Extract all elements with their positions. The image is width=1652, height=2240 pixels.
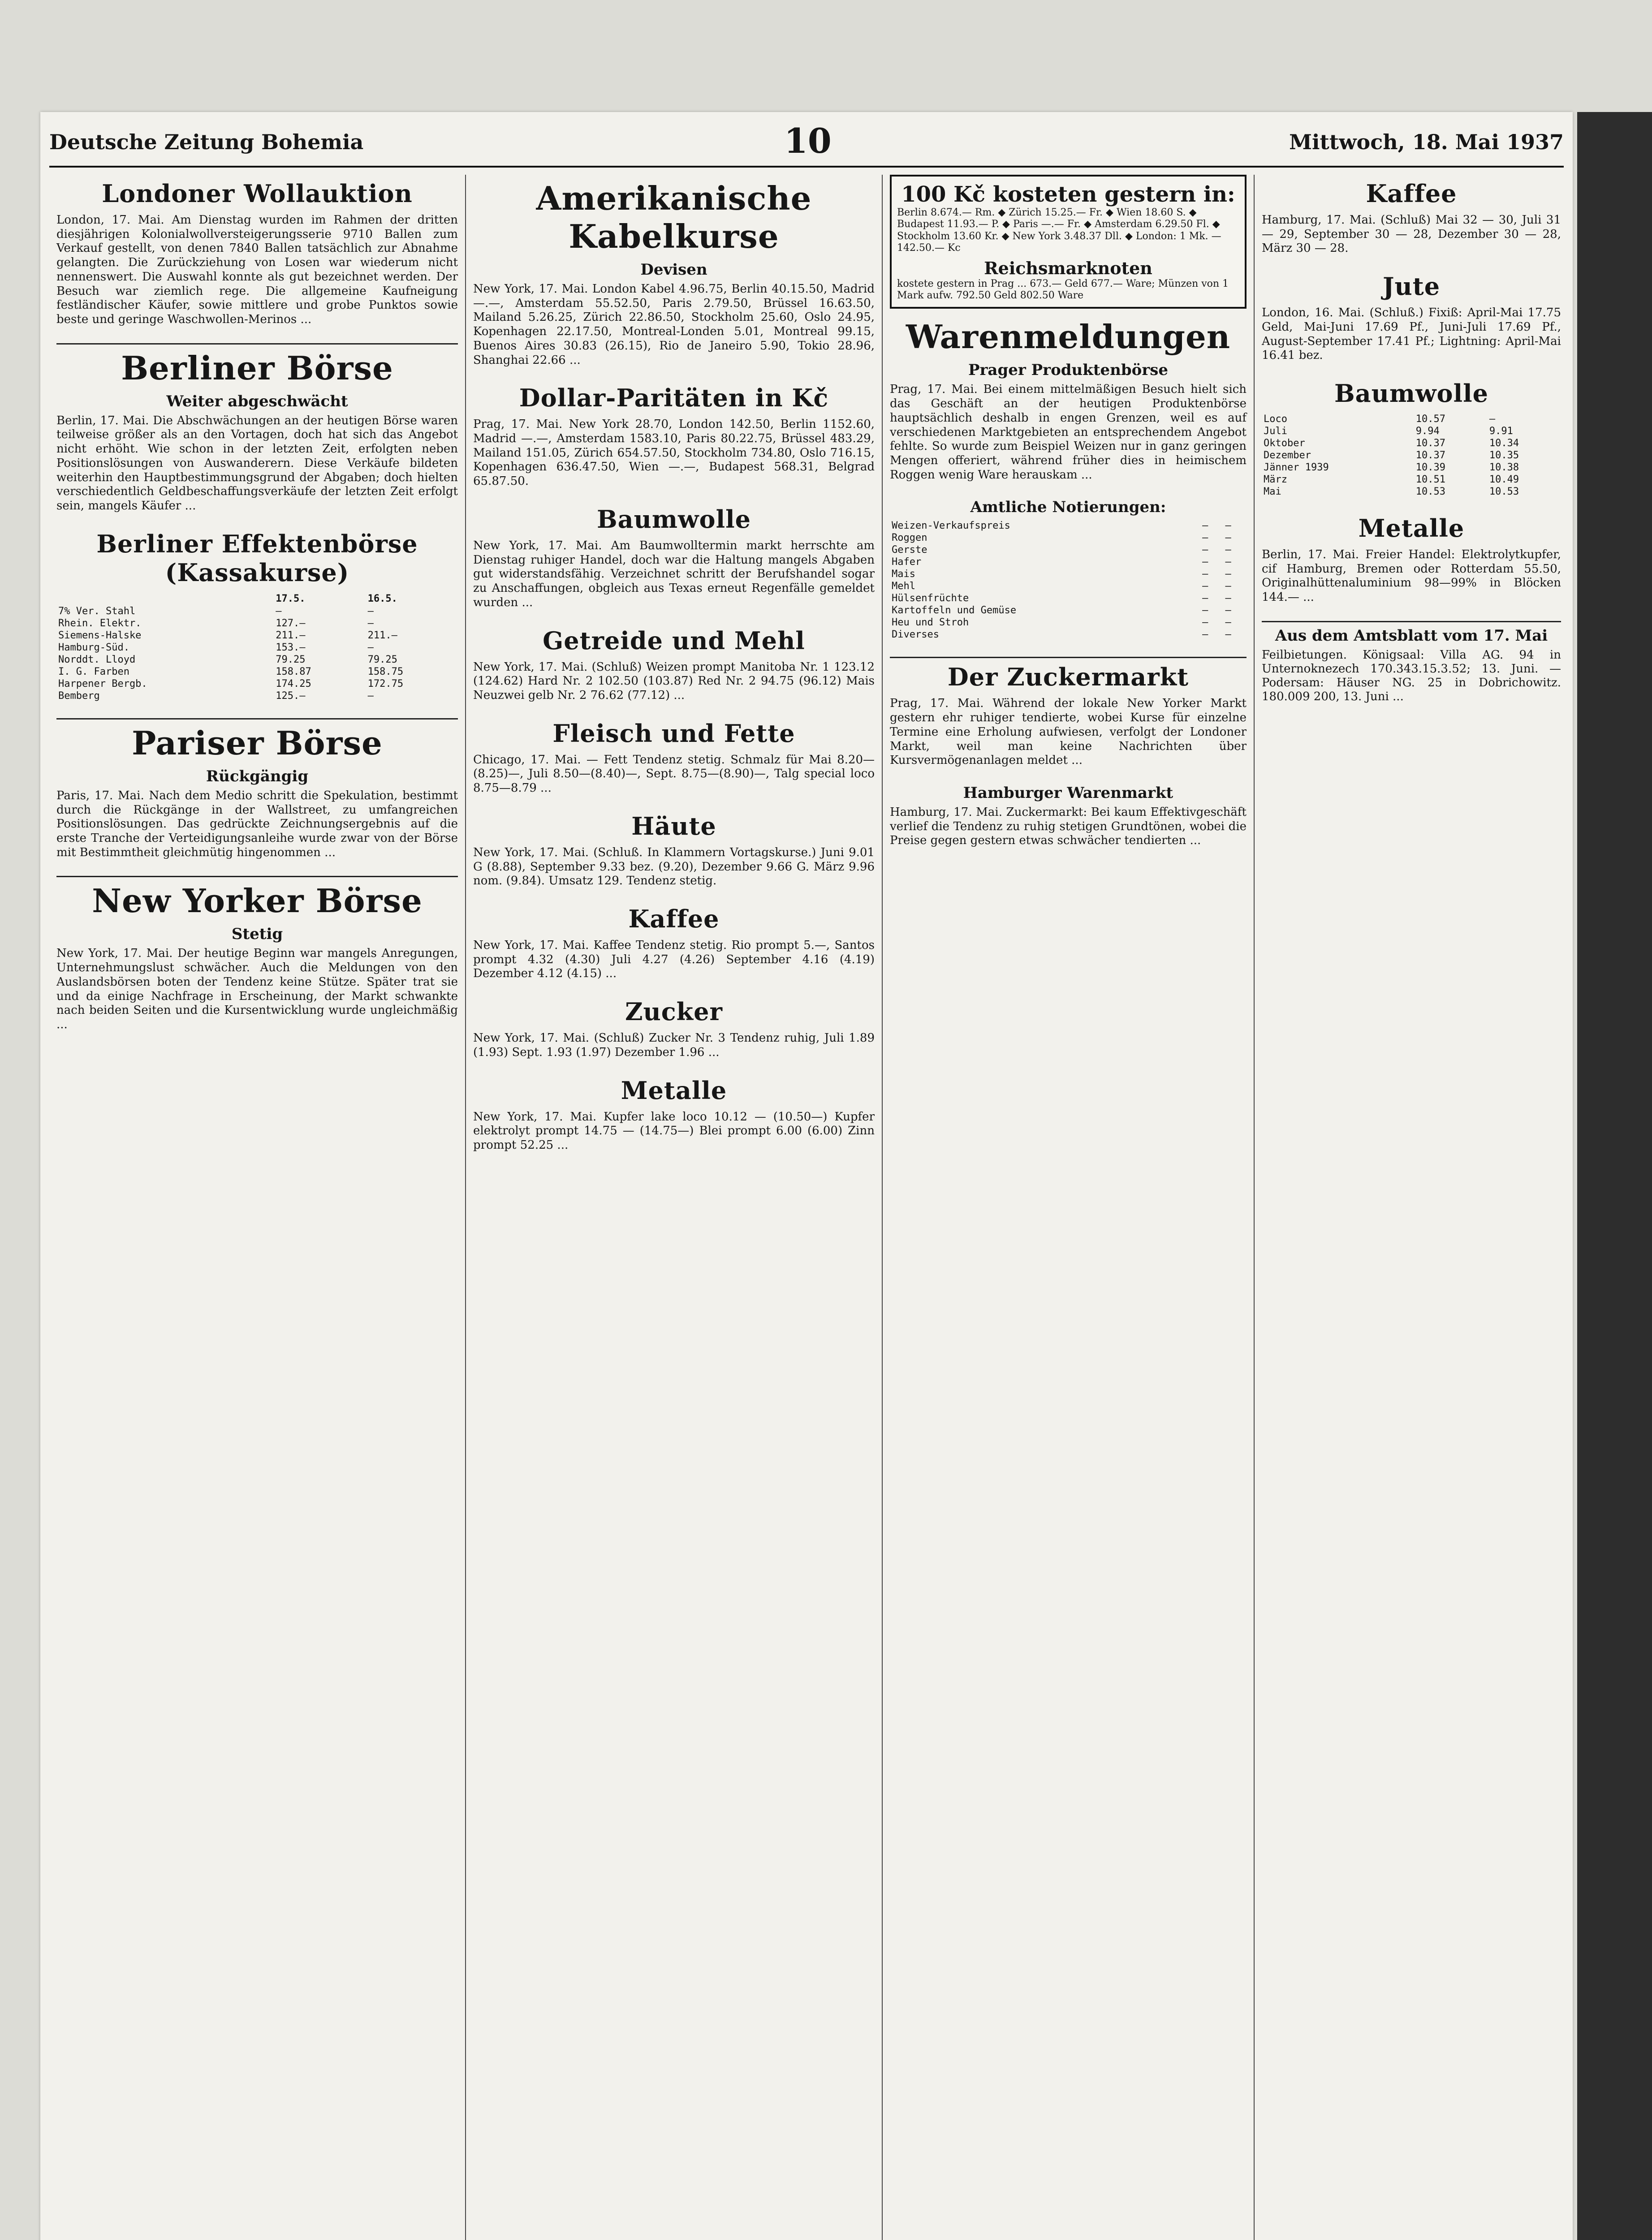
article-text: Hamburg, 17. Mai. (Schluß) Mai 32 — 30, Juli 31 — 29, September 30 — 28, Dezember 30 — 28, März 30 — 28. [1262,213,1565,255]
section-title: Berliner Börse [121,349,393,387]
article-text: London, 16. Mai. (Schluß.) Fixiß: April-Mai 17.75 Geld, Mai-Juni 17.69 Pf., Juni-Juli 17.69 Pf., August-September 17.41 Pf.; Lightning: April-Mai 16.41 bez. [1262,306,1565,362]
section-title: Hamburger Warenmarkt [963,784,1173,802]
article-text: Feilbietungen. Königsaal: Villa AG. 94 in Unternoknezech 170.343.15.3.52; 13. Juni. — Podersam: Häuser NG. 25 in Dobrichowitz. 180.009 200, 13. Juni ... [1262,648,1565,704]
berliner-boerse-section [56,349,462,513]
box-line: Berlin 8.674.— Rm. ◆ Zürich 15.25.— Fr. ◆ Wien 18.60 S. ◆ Budapest 11.93.— P. ◆ Paris —.— Fr. ◆ Amsterdam 6.29.50 Fl. ◆ Stockholm 13.60 Kr. ◆ New York 3.48.37 Dll. ◆ London: 1 Mk. — 142.50.— Kc [897,207,1221,254]
metalle-section [473,1076,879,1153]
article-text: Prag, 17. Mai. Während der lokale New Yorker Markt gestern ehr ruhiger tendierte, wobei Kurse für einzelne Termine eine Erholung aufwiesen, verfolgt der Londoner Markt, weil man keine Nachrichten über Kursvermögenanlagen meldet ... [890,697,1251,767]
table-header: 17.5. [276,593,306,604]
article-text: Berlin, 17. Mai. Freier Handel: Elektrolytkupfer, cif Hamburg, Bremen oder Rotterdam 55.50, Originalhüttenaluminium 98—99% in Blöcken 144.— ... [1262,548,1565,604]
article-text: Prag, 17. Mai. Bei einem mittelmäßigen Besuch hielt sich das Geschäft an der heutigen Produktenbörse hauptsächlich deshalb in engen Grenzen, weil es auf verschiedenen Marktgebieten an entsprechendem Angebot fehlte. So wurde zum Beispiel Weizen nur in ganz geringen Mengen offeriert, während früher dies in heimischem Roggen wenig Ware herauskam ... [890,383,1251,482]
article-text: New York, 17. Mai. Kaffee Tendenz stetig. Rio prompt 5.—, Santos prompt 4.32 (4.30) Juli 4.27 (4.26) September 4.16 (4.19) Dezember 4.12 (4.15) ... [473,938,879,981]
table-row: 7% Ver. Stahl — — [58,605,374,617]
page-number: 10 [784,121,832,161]
table-row: Siemens-Halske 211.— 211.— [58,629,397,641]
section-subtitle: Stetig [231,925,283,943]
section-title: New Yorker Börse [92,882,423,920]
table-row: Mai 10.53 10.53 [1264,486,1519,498]
section-title: Berliner Effektenbörse (Kassakurse) [96,529,418,587]
section-subtitle: Devisen [640,261,707,279]
section-subtitle: Rückgängig [206,767,309,785]
effekten-table [56,592,458,702]
zucker-section [473,997,879,1060]
column-1 [49,175,466,2240]
hamburger-section [890,784,1251,848]
section-title: Baumwolle [597,504,751,534]
metalle-berlin-section [1262,514,1565,605]
table-row: Mais — — [892,569,1231,580]
page-header [49,121,1564,168]
section-title: Metalle [621,1076,727,1105]
baumwolle-section [473,504,879,610]
notierungen-section [890,498,1247,641]
article-text: New York, 17. Mai. (Schluß) Weizen prompt Manitoba Nr. 1 123.12 (124.62) Hard Nr. 2 102.50 (103.87) Red Nr. 2 94.75 (96.12) Mais Neuzwei gelb Nr. 2 76.62 (77.12) ... [473,660,879,702]
table-row: Bemberg 125.— — [58,690,374,702]
table-row: Jänner 1939 10.39 10.38 [1264,462,1519,474]
issue-date: Mittwoch, 18. Mai 1937 [1289,130,1564,154]
table-row: Hamburg-Süd. 153.— — [58,642,374,653]
fleisch-section [473,719,879,796]
section-title: Jute [1382,272,1441,301]
warenmeldungen-section [890,318,1251,482]
section-title: Häute [631,811,716,840]
table-row: Weizen-Verkaufspreis — — [892,520,1231,532]
section-title: Amtliche Notierungen: [970,498,1166,517]
article-text: New York, 17. Mai. Kupfer lake loco 10.12 — (10.50—) Kupfer elektrolyt prompt 14.75 — (14.75—) Blei prompt 6.00 (6.00) Zinn prompt 52.25 ... [473,1110,879,1152]
section-title: Der Zuckermarkt [947,663,1189,692]
article-text: New York, 17. Mai. (Schluß) Zucker Nr. 3 Tendenz ruhig, Juli 1.89 (1.93) Sept. 1.93 (1.97) Dezember 1.96 ... [473,1031,879,1059]
section-title: Fleisch und Fette [552,719,795,748]
section-title: Getreide und Mehl [543,626,805,655]
article-text: Chicago, 17. Mai. — Fett Tendenz stetig. Schmalz für Mai 8.20—(8.25)—, Juli 8.50—(8.40)—, Sept. 8.75—(8.90)—, Talg special loco 8.75—8.79 ... [473,753,879,795]
table-row: Kartoffeln und Gemüse — — [892,605,1231,616]
column-2 [466,175,883,2240]
table-row: Heu und Stroh — — [892,617,1231,629]
table-row: Diverses — — [892,629,1231,641]
section-subtitle: Prager Produktenbörse [968,361,1169,379]
haeute-section [473,811,879,888]
table-row: Juli 9.94 9.91 [1264,426,1513,437]
amtsblatt-section [1262,626,1565,704]
article-text: Berlin, 17. Mai. Die Abschwächungen an der heutigen Börse waren teilweise größer als an den Vortagen, doch hat sich das Angebot nicht erhöht. Wie schon in der letzten Zeit, erfolgten neben Positionslösungen von Auswanderern. Diese Verkäufe bildeten weiterhin den Hauptbestimmungsgrund der Abgaben; doch hielten verschiedentlich Geldbeschaffungsverkäufe der letzten Zeit erfolgt sein, mangels Käufer ... [56,414,462,513]
section-title: Baumwolle [1334,379,1488,408]
article-text: Hamburg, 17. Mai. Zuckermarkt: Bei kaum Effektivgeschäft verlief die Tendenz zu ruhig stetigen Grundtönen, wobei die Preise gegen gestern etwas schwächer tendierten ... [890,805,1251,848]
table-row: Dezember 10.37 10.35 [1264,450,1519,461]
column-4 [1255,175,1568,2240]
baumwolle-bremen-section [1262,379,1561,498]
article-text: New York, 17. Mai. London Kabel 4.96.75, Berlin 40.15.50, Madrid —.—, Amsterdam 55.52.50, Paris 2.79.50, Brüssel 16.63.50, Mailand 5.26.25, Zürich 22.86.50, Stockholm 25.60, Oslo 24.95, Kopenhagen 22.17.50, Montreal-Londen 5.01, Montreal 99.15, Buenos Aires 30.83 (26.15), Rio de Janeiro 5.90, Tokio 28.96, Shanghai 22.66 ... [473,282,879,367]
section-title: Dollar-Paritäten in Kč [519,383,829,413]
article-text: Paris, 17. Mai. Nach dem Medio schritt die Spekulation, bestimmt durch die Rückgänge in der Wallstreet, zu umfangreichen Positionslösungen. Das gedrückte Zeichnungsergebnis auf die erste Tranche der Verteidigungsanleihe wurde zwar von der Börse mit Bestimmtheit gleichmütig hingenommen ... [56,788,462,859]
newspaper-page [40,112,1573,2240]
box-heading: 100 Kč kosteten gestern in: [901,182,1235,207]
table-row: Norddt. Lloyd 79.25 79.25 [58,654,397,665]
zuckermarkt-section [890,663,1251,768]
exchange-box [890,175,1247,309]
article-text: New York, 17. Mai. (Schluß. In Klammern Vortagskurse.) Juni 9.01 G (8.88), September 9.33 bez. (9.20), Dezember 9.66 G. März 9.96 nom. (9.84). Umsatz 129. Tendenz stetig. [473,845,879,888]
scan-edge [1577,112,1652,2240]
kabelkurse-section [473,179,879,367]
kaffee-section [473,904,879,981]
newyork-boerse-section [56,882,462,1032]
column-3 [883,175,1255,2240]
section-title: Zucker [625,997,723,1026]
article-text: New York, 17. Mai. Der heutige Beginn war mangels Anregungen, Unternehmungslust schwächer. Auch die Meldungen von den Auslandsbörsen boten der Tendenz keine Stütze. Später trat sie und da einige Nachfrage in Erscheinung, der Markt schwankte nach beiden Seiten und die Kursentwicklung wurde ungleichmäßig ... [56,947,462,1031]
effekten-section [56,530,458,702]
dollar-section [473,383,879,489]
notierungen-table [890,520,1247,641]
box-subheading: Reichsmarknoten [984,258,1152,278]
section-title: Amerikanische Kabelkurse [536,179,812,255]
table-row: Hafer — — [892,556,1231,568]
article-text: New York, 17. Mai. Am Baumwolltermin markt herrschte am Dienstag ruhiger Handel, doch war die Haltung mangels Abgaben gut widerstandsfähig. Verzeichnet schritt der Berufshandel sogar zu Anschaffungen, obgleich aus Texas erneut Regenfälle gemeldet wurden ... [473,538,879,609]
section-title: Kaffee [1366,179,1457,208]
table-row: Roggen — — [892,532,1231,544]
table-row: Mehl — — [892,581,1231,592]
section-title: Pariser Börse [132,724,383,762]
article-text: Prag, 17. Mai. New York 28.70, London 142.50, Berlin 1152.60, Madrid —.—, Amsterdam 1583.10, Paris 80.22.75, Brüssel 483.29, Mailand 151.05, Zürich 654.57.50, Stockholm 734.80, Oslo 716.15, Kopenhagen 636.47.50, Wien —.—, Budapest 568.31, Belgrad 65.87.50. [473,418,879,488]
table-row: I. G. Farben 158.87 158.75 [58,666,404,677]
jute-section [1262,272,1565,363]
table-row: Harpener Bergb. 174.25 172.75 [58,678,404,689]
wollauktion-section [56,179,462,327]
getreide-section [473,626,879,703]
table-row: Oktober 10.37 10.34 [1264,438,1519,449]
section-title: Kaffee [628,904,720,933]
table-header: 16.5. [367,593,397,604]
section-title: Aus dem Amtsblatt vom 17. Mai [1275,626,1548,645]
section-title: Metalle [1358,514,1465,543]
table-row: Gerste — — [892,544,1231,556]
article-text: London, 17. Mai. Am Dienstag wurden im Rahmen der dritten diesjährigen Kolonialwollversteigerungsserie 9710 Ballen zum Verkauf gestellt, von denen 7840 Ballen tatsächlich zur Abnahme gelangten. Die Zurückziehung von Losen war wiederum nicht nennenswert. Die Auswahl konnte als gut bezeichnet werden. Der Besuch war ziemlich rege. Die allgemeine Kaufneigung festländischer Käufer, sowie mittlere und grobe Punktos sowie beste und geringe Waschwollen-Merinos ... [56,213,462,327]
section-title: Londoner Wollauktion [102,179,413,208]
newspaper-name: Deutsche Zeitung Bohemia [49,130,364,154]
table-row: Hülsenfrüchte — — [892,593,1231,604]
pariser-boerse-section [56,724,462,860]
box-line: kostete gestern in Prag ... 673.— Geld 677.— Ware; Münzen von 1 Mark aufw. 792.50 Geld 802.50 Ware [897,278,1229,301]
table-row: März 10.51 10.49 [1264,474,1519,486]
baumwolle-table [1262,413,1561,498]
table-row: Loco 10.57 — [1264,414,1496,425]
kaffee-hamburg-section [1262,179,1565,256]
table-row: Rhein. Elektr. 127.— — [58,617,374,629]
section-title: Warenmeldungen [906,318,1231,356]
section-subtitle: Weiter abgeschwächt [166,392,348,410]
